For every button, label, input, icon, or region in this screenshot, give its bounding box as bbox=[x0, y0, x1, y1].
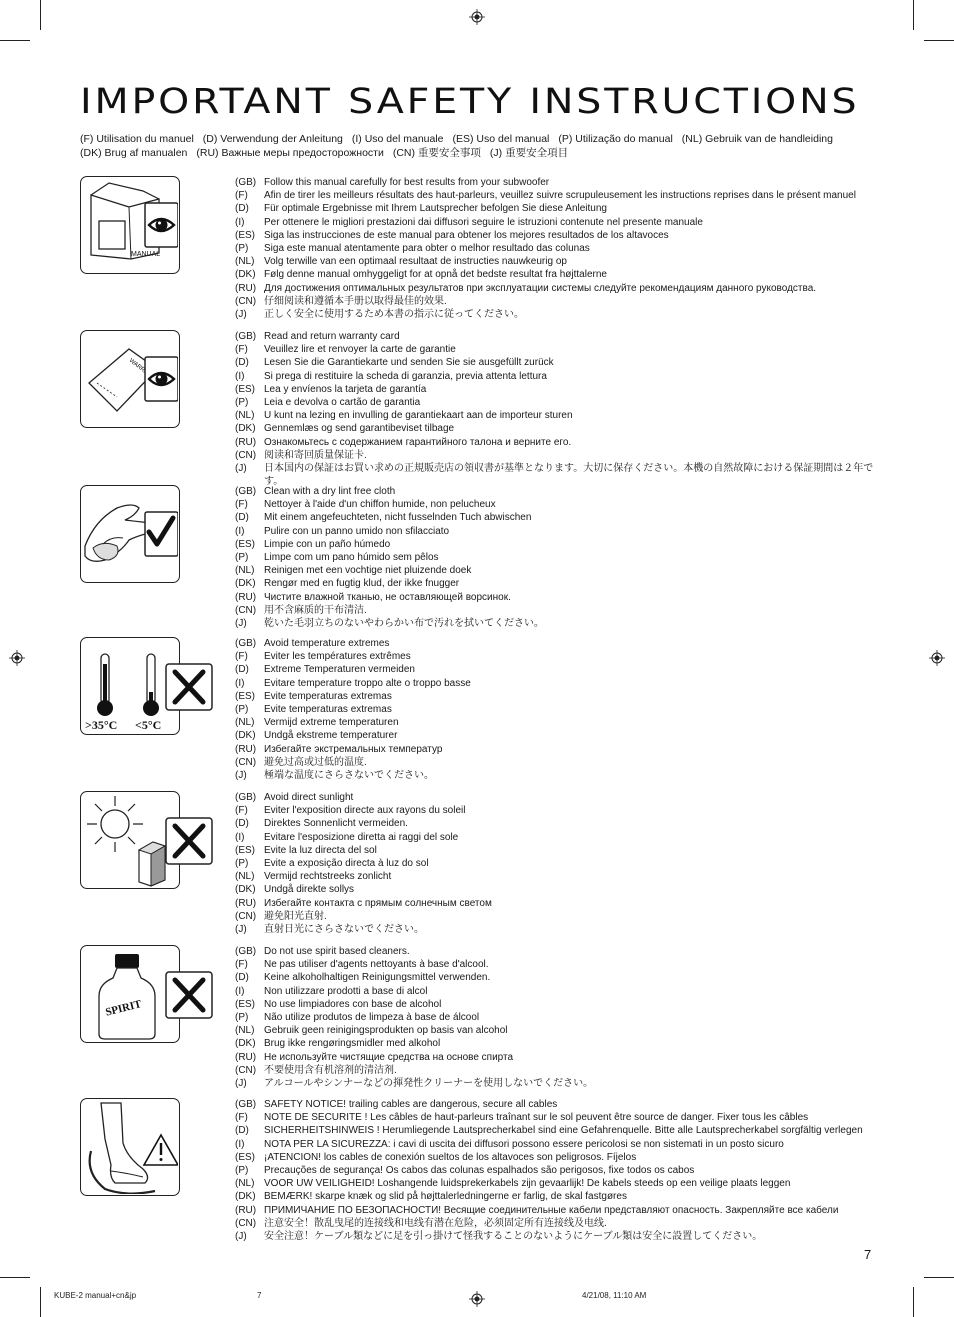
instruction-text: Undgå ekstreme temperaturer bbox=[264, 730, 398, 742]
language-code: (CN) bbox=[235, 910, 257, 922]
language-code: (F) bbox=[235, 499, 248, 511]
instruction-line bbox=[235, 229, 880, 242]
language-code: (ES) bbox=[235, 229, 255, 241]
instruction-line bbox=[235, 637, 880, 650]
language-code: (GB) bbox=[235, 331, 257, 342]
language-code: (RU) bbox=[235, 1051, 257, 1063]
language-code: (DK) bbox=[235, 730, 256, 742]
language-code: (CN) bbox=[235, 756, 257, 768]
language-label: (D) Verwendung der Anleitung bbox=[202, 133, 343, 145]
instruction-line bbox=[235, 1111, 880, 1124]
instruction-text: Lea y envíenos la tarjeta de garantía bbox=[264, 383, 427, 395]
warranty-label: WARRANTY bbox=[127, 357, 159, 384]
language-code: (ES) bbox=[235, 538, 255, 550]
instruction-text: 注意安全！散乱曳尾的连接线和电线有潜在危险，必须固定所有连接线及电线. bbox=[264, 1217, 607, 1229]
instruction-line bbox=[235, 1064, 880, 1077]
instruction-text: Evitare l'esposizione diretta ai raggi del sole bbox=[264, 831, 459, 843]
language-code: (I) bbox=[235, 1138, 245, 1150]
instruction-text: Lesen Sie die Garantiekarte und senden Sie sie ausgefüllt zurück bbox=[264, 357, 554, 369]
instruction-text: Für optimale Ergebnisse mit Ihrem Lautsprecher befolgen Sie diese Anleitung bbox=[264, 203, 607, 215]
crop-mark bbox=[0, 1277, 30, 1278]
instruction-text: Evitare temperature troppo alte o troppo basse bbox=[264, 677, 471, 689]
instruction-line bbox=[235, 1217, 880, 1230]
instruction-text: 避免阳光直射. bbox=[264, 910, 327, 922]
instruction-line bbox=[235, 617, 880, 630]
language-code: (RU) bbox=[235, 282, 257, 294]
instruction-text: Follow this manual carefully for best results from your subwoofer bbox=[264, 177, 550, 188]
warranty-card-icon bbox=[80, 330, 180, 428]
instruction-text: Gennemlæs og send garantibeviset tilbage bbox=[264, 423, 455, 435]
instruction-line bbox=[235, 1151, 880, 1164]
instruction-line bbox=[235, 409, 880, 422]
language-label: (RU) Важные меры предосторожности bbox=[196, 146, 384, 159]
language-code: (GB) bbox=[235, 1099, 257, 1110]
instruction-text: Limpie con un paño húmedo bbox=[264, 538, 391, 550]
instruction-text: 日本国内の保証はお買い求めの正規販売店の領収書が基準となります。大切に保存ください。本機の自然故障における保証期間は２年です。 bbox=[264, 463, 874, 488]
instruction-text: Precauções de segurança! Os cabos das colunas espalhados são perigosos, fixe todos os cabos bbox=[264, 1165, 695, 1177]
language-code: (F) bbox=[235, 959, 248, 971]
language-code: (D) bbox=[235, 818, 249, 830]
hot-temperature-label: >35°C bbox=[85, 718, 118, 732]
instruction-text: Mit einem angefeuchteten, nicht fusselnden Tuch abwischen bbox=[264, 512, 532, 524]
instruction-text: 乾いた毛羽立ちのないやわらかい布で汚れを拭いてください。 bbox=[264, 618, 544, 630]
instruction-text: Veuillez lire et renvoyer la carte de garantie bbox=[264, 344, 456, 356]
instruction-text: Extreme Temperaturen vermeiden bbox=[264, 664, 415, 676]
instruction-text: Brug ikke rengøringsmidler med alkohol bbox=[264, 1038, 441, 1050]
instruction-text: Vermijd extreme temperaturen bbox=[264, 717, 399, 729]
instruction-line bbox=[235, 1177, 880, 1190]
instruction-line bbox=[235, 971, 880, 984]
instruction-line bbox=[235, 1138, 880, 1151]
instruction-line bbox=[235, 255, 880, 268]
language-label: (NL) Gebruik van de handleiding bbox=[681, 133, 833, 145]
instruction-text: No use limpiadores con base de alcohol bbox=[264, 998, 442, 1010]
language-code: (J) bbox=[235, 309, 247, 321]
instruction-line bbox=[235, 242, 880, 255]
instruction-text: Evite temperaturas extremas bbox=[264, 690, 392, 702]
instruction-text: Leia e devolva o cartão de garantia bbox=[264, 397, 421, 409]
instruction-text: 避免过高或过低的温度. bbox=[264, 756, 367, 768]
instruction-text: 不要使用含有机溶剂的清洁剂. bbox=[264, 1064, 397, 1076]
registration-mark-icon bbox=[469, 1291, 485, 1307]
language-code: (CN) bbox=[235, 1064, 257, 1076]
instruction-text: Siga este manual atentamente para obter o melhor resultado das colunas bbox=[264, 243, 590, 255]
language-code: (RU) bbox=[235, 436, 257, 448]
language-label: (F) Utilisation du manuel bbox=[80, 133, 194, 145]
language-code: (GB) bbox=[235, 177, 257, 188]
language-code: (ES) bbox=[235, 690, 255, 702]
instruction-line bbox=[235, 883, 880, 896]
instruction-text: NOTE DE SECURITE ! Les câbles de haut-parleurs traînant sur le sol peuvent être source de danger. Fixer tous les câbles bbox=[264, 1112, 809, 1124]
instruction-line bbox=[235, 485, 880, 498]
instruction-text: 極端な温度にさらさないでください。 bbox=[264, 770, 434, 782]
instruction-text: Não utilize produtos de limpeza à base de álcool bbox=[264, 1012, 480, 1024]
instruction-text: Avoid direct sunlight bbox=[264, 792, 354, 803]
registration-mark-icon bbox=[929, 650, 945, 666]
instruction-line bbox=[235, 343, 880, 356]
prohibited-cross-icon bbox=[165, 971, 215, 1019]
instruction-text: ПРИМИЧАНИЕ ПО БЕЗОПАСНОСТИ! Весящие соединительные кабели представляют опасность. Закрепляйте все кабели bbox=[264, 1204, 839, 1216]
crop-mark bbox=[40, 1287, 41, 1317]
instruction-text: 安全注意！ケーブル類などに足を引っ掛けて怪我することのないようにケーブル類は安全に設置してください。 bbox=[264, 1231, 763, 1243]
instruction-line bbox=[235, 330, 880, 343]
instruction-text: 直射日光にさらさないでください。 bbox=[264, 924, 424, 936]
crop-mark bbox=[913, 0, 914, 30]
instruction-line bbox=[235, 769, 880, 782]
instruction-line bbox=[235, 308, 880, 321]
language-code: (P) bbox=[235, 1165, 249, 1177]
language-index bbox=[80, 133, 880, 160]
language-code: (D) bbox=[235, 512, 249, 524]
language-code: (RU) bbox=[235, 1204, 257, 1216]
language-code: (I) bbox=[235, 831, 245, 843]
crop-mark bbox=[0, 40, 30, 41]
language-code: (RU) bbox=[235, 743, 257, 755]
instruction-line bbox=[235, 1230, 880, 1243]
instruction-line bbox=[235, 1098, 880, 1111]
instruction-text: Чистите влажной тканью, не оставляющей ворсинок. bbox=[264, 591, 511, 603]
page-number: 7 bbox=[864, 1247, 872, 1262]
language-code: (J) bbox=[235, 1231, 247, 1243]
instruction-line bbox=[235, 564, 880, 577]
language-code: (NL) bbox=[235, 410, 255, 422]
language-code: (F) bbox=[235, 1112, 248, 1124]
instruction-line bbox=[235, 282, 880, 295]
instruction-line bbox=[235, 1204, 880, 1217]
instruction-line bbox=[235, 945, 880, 958]
language-code: (F) bbox=[235, 344, 248, 356]
instruction-line bbox=[235, 525, 880, 538]
language-code: (I) bbox=[235, 370, 245, 382]
language-code: (CN) bbox=[235, 604, 257, 616]
instruction-text: Ne pas utiliser d'agents nettoyants à base d'alcool. bbox=[264, 959, 489, 971]
footer-page: 7 bbox=[257, 1291, 262, 1300]
language-code: (I) bbox=[235, 216, 245, 228]
language-code: (DK) bbox=[235, 884, 256, 896]
instruction-line bbox=[235, 831, 880, 844]
instruction-line bbox=[235, 176, 880, 189]
instruction-line bbox=[235, 189, 880, 202]
language-code: (J) bbox=[235, 924, 247, 936]
footer-file-name: KUBE-2 manual+cn&jp bbox=[54, 1291, 137, 1300]
instruction-lines bbox=[235, 176, 880, 321]
instruction-line bbox=[235, 756, 880, 769]
instruction-text: Read and return warranty card bbox=[264, 331, 400, 342]
language-label: (DK) Brug af manualen bbox=[80, 146, 188, 159]
language-code: (I) bbox=[235, 525, 245, 537]
instruction-text: Evite temperaturas extremas bbox=[264, 704, 392, 716]
instruction-line bbox=[235, 538, 880, 551]
instruction-line bbox=[235, 791, 880, 804]
instruction-text: Afin de tirer les meilleurs résultats des haut-parleurs, veuillez suivre scrupuleusement les instructions reprises dans le présent manuel bbox=[264, 190, 856, 202]
instruction-line bbox=[235, 422, 880, 435]
instruction-line bbox=[235, 703, 880, 716]
language-code: (D) bbox=[235, 664, 249, 676]
language-label: (I) Uso del manuale bbox=[351, 133, 444, 145]
language-code: (J) bbox=[235, 463, 247, 475]
instruction-text: Nettoyer à l'aide d'un chiffon humide, non pelucheux bbox=[264, 499, 496, 511]
language-code: (J) bbox=[235, 1078, 247, 1090]
language-code: (NL) bbox=[235, 717, 255, 729]
language-code: (D) bbox=[235, 972, 249, 984]
language-code: (I) bbox=[235, 677, 245, 689]
language-code: (P) bbox=[235, 243, 249, 255]
instruction-text: NOTA PER LA SICUREZZA: i cavi di uscita dei diffusori possono essere pericolosi se non sistemati in un posto sicuro bbox=[264, 1138, 784, 1150]
instruction-text: Evite a exposição directa à luz do sol bbox=[264, 858, 429, 870]
instruction-line bbox=[235, 604, 880, 617]
instruction-text: Pulire con un panno umido non sfilacciato bbox=[264, 525, 450, 537]
instruction-line bbox=[235, 817, 880, 830]
language-code: (F) bbox=[235, 651, 248, 663]
instruction-line bbox=[235, 396, 880, 409]
instruction-text: Eviter l'exposition directe aux rayons du soleil bbox=[264, 805, 466, 817]
instruction-lines bbox=[235, 791, 880, 936]
instruction-line bbox=[235, 690, 880, 703]
instruction-line bbox=[235, 985, 880, 998]
manual-label: MANUAL bbox=[131, 251, 161, 258]
instruction-text: 仔细阅读和遵循本手册以取得最佳的效果. bbox=[264, 295, 447, 307]
language-code: (J) bbox=[235, 618, 247, 630]
crop-mark bbox=[913, 1287, 914, 1317]
language-code: (DK) bbox=[235, 423, 256, 435]
language-code: (D) bbox=[235, 1125, 249, 1137]
instruction-line bbox=[235, 1164, 880, 1177]
language-code: (ES) bbox=[235, 998, 255, 1010]
language-code: (ES) bbox=[235, 1151, 255, 1163]
instruction-line bbox=[235, 449, 880, 462]
instruction-line bbox=[235, 716, 880, 729]
footer-timestamp: 4/21/08, 11:10 AM bbox=[582, 1291, 647, 1300]
language-code: (GB) bbox=[235, 486, 257, 497]
instruction-text: U kunt na lezing en invulling de garantiekaart aan de importeur sturen bbox=[264, 410, 573, 422]
language-code: (DK) bbox=[235, 578, 256, 590]
crop-mark bbox=[924, 1277, 954, 1278]
instruction-line bbox=[235, 1037, 880, 1050]
language-code: (I) bbox=[235, 985, 245, 997]
instruction-text: Limpe com um pano húmido sem pêlos bbox=[264, 552, 439, 564]
instruction-text: Undgå direkte sollys bbox=[264, 884, 355, 896]
language-code: (NL) bbox=[235, 871, 255, 883]
crop-mark bbox=[40, 0, 41, 30]
registration-mark-icon bbox=[469, 9, 485, 25]
language-label: (ES) Uso del manual bbox=[452, 133, 550, 145]
instruction-line bbox=[235, 1051, 880, 1064]
instruction-text: Do not use spirit based cleaners. bbox=[264, 946, 410, 957]
language-code: (RU) bbox=[235, 591, 257, 603]
language-code: (ES) bbox=[235, 844, 255, 856]
language-code: (CN) bbox=[235, 295, 257, 307]
instruction-line bbox=[235, 511, 880, 524]
instruction-line bbox=[235, 743, 880, 756]
instruction-line bbox=[235, 910, 880, 923]
instruction-line bbox=[235, 677, 880, 690]
language-code: (P) bbox=[235, 704, 249, 716]
language-label: (CN) 重要安全事项 bbox=[392, 146, 481, 159]
instruction-line bbox=[235, 498, 880, 511]
language-code: (DK) bbox=[235, 269, 256, 281]
instruction-text: Direktes Sonnenlicht vermeiden. bbox=[264, 818, 408, 830]
instruction-text: Avoid temperature extremes bbox=[264, 638, 390, 649]
instruction-lines bbox=[235, 637, 880, 782]
instruction-text: 用不含麻质的干布清洁. bbox=[264, 604, 367, 616]
instruction-text: VOOR UW VEILIGHEID! Loshangende luidsprekerkabels zijn gevaarlijk! De kabels steeds op een veilige plaats leggen bbox=[264, 1178, 791, 1190]
instruction-text: 阅读和寄回质量保证卡. bbox=[264, 449, 367, 461]
language-code: (NL) bbox=[235, 256, 255, 268]
instruction-line bbox=[235, 804, 880, 817]
instruction-text: Clean with a dry lint free cloth bbox=[264, 486, 396, 497]
language-code: (J) bbox=[235, 770, 247, 782]
prohibited-cross-icon bbox=[165, 663, 215, 711]
language-label: (J) 重要安全項目 bbox=[489, 146, 569, 159]
instruction-line bbox=[235, 577, 880, 590]
language-code: (DK) bbox=[235, 1191, 256, 1203]
language-code: (P) bbox=[235, 858, 249, 870]
language-code: (ES) bbox=[235, 383, 255, 395]
instruction-line bbox=[235, 436, 880, 449]
instruction-line bbox=[235, 1124, 880, 1137]
language-code: (F) bbox=[235, 805, 248, 817]
prohibited-cross-icon bbox=[165, 817, 215, 865]
instruction-line bbox=[235, 356, 880, 369]
instruction-text: 正しく安全に使用するため本書の指示に従ってください。 bbox=[264, 309, 524, 321]
language-code: (RU) bbox=[235, 897, 257, 909]
language-code: (P) bbox=[235, 1012, 249, 1024]
instruction-line bbox=[235, 923, 880, 936]
language-code: (GB) bbox=[235, 638, 257, 649]
instruction-line bbox=[235, 998, 880, 1011]
instruction-line bbox=[235, 551, 880, 564]
registration-mark-icon bbox=[9, 650, 25, 666]
instruction-line bbox=[235, 295, 880, 308]
instruction-line bbox=[235, 958, 880, 971]
instruction-text: Gebruik geen reinigingsprodukten op basis van alcohol bbox=[264, 1025, 508, 1037]
language-code: (GB) bbox=[235, 792, 257, 803]
instruction-text: Non utilizzare prodotti a base di alcol bbox=[264, 985, 428, 997]
language-row bbox=[80, 147, 880, 161]
language-row bbox=[80, 133, 880, 147]
language-code: (NL) bbox=[235, 1025, 255, 1037]
language-code: (NL) bbox=[235, 1178, 255, 1190]
instruction-text: Si prega di restituire la scheda di garanzia, previa attenta lettura bbox=[264, 370, 547, 382]
spirit-label: SPIRIT bbox=[104, 998, 143, 1019]
instruction-text: Reinigen met een vochtige niet pluizende doek bbox=[264, 565, 472, 577]
instruction-text: BEMÆRK! skarpe knæk og slid på højttalerledningerne er farlig, de skal fastgøres bbox=[264, 1191, 627, 1203]
instruction-text: Rengør med en fugtig klud, der ikke fnugger bbox=[264, 578, 460, 590]
crop-mark bbox=[924, 40, 954, 41]
page-title: IMPORTANT SAFETY INSTRUCTIONS bbox=[80, 82, 860, 122]
instruction-line bbox=[235, 202, 880, 215]
language-code: (D) bbox=[235, 203, 249, 215]
instruction-lines bbox=[235, 485, 880, 630]
instruction-lines bbox=[235, 330, 880, 488]
trailing-cable-icon bbox=[80, 1098, 180, 1196]
language-code: (P) bbox=[235, 397, 249, 409]
instruction-line bbox=[235, 857, 880, 870]
instruction-line bbox=[235, 591, 880, 604]
instruction-line bbox=[235, 650, 880, 663]
instruction-text: Ознакомьтесь с содержанием гарантийного талона и верните его. bbox=[264, 436, 572, 448]
instruction-text: ¡ATENCION! los cables de conexión sueltos de los altavoces son peligrosos. Fíjelos bbox=[264, 1151, 637, 1163]
instruction-text: Избегайте контакта с прямым солнечным светом bbox=[264, 897, 492, 909]
instruction-text: SAFETY NOTICE! trailing cables are dangerous, secure all cables bbox=[264, 1099, 558, 1110]
instruction-text: Evite la luz directa del sol bbox=[264, 844, 377, 856]
instruction-line bbox=[235, 1190, 880, 1203]
instruction-text: Keine alkoholhaltigen Reinigungsmittel verwenden. bbox=[264, 972, 491, 984]
instruction-line bbox=[235, 663, 880, 676]
language-label: (P) Utilização do manual bbox=[558, 133, 673, 145]
instruction-text: アルコールやシンナーなどの揮発性クリーナーを使用しないでください。 bbox=[264, 1078, 594, 1090]
language-code: (P) bbox=[235, 552, 249, 564]
language-code: (DK) bbox=[235, 1038, 256, 1050]
instruction-text: Для достижения оптимальных результатов при эксплуатации системы следуйте рекомендациям данного руководства. bbox=[264, 282, 817, 294]
instruction-line bbox=[235, 1024, 880, 1037]
instruction-line bbox=[235, 1011, 880, 1024]
language-code: (CN) bbox=[235, 1217, 257, 1229]
cloth-cleaning-icon bbox=[80, 485, 180, 583]
language-code: (NL) bbox=[235, 565, 255, 577]
instruction-line bbox=[235, 370, 880, 383]
instruction-line bbox=[235, 383, 880, 396]
instruction-text: Volg terwille van een optimaal resultaat de instructies nauwkeurig op bbox=[264, 256, 567, 268]
instruction-line bbox=[235, 844, 880, 857]
language-code: (CN) bbox=[235, 449, 257, 461]
cold-temperature-label: <5°C bbox=[135, 718, 162, 732]
instruction-text: Избегайте экстремальных температур bbox=[264, 743, 443, 755]
instruction-text: Siga las instrucciones de este manual para obtener los mejores resultados de los altavoces bbox=[264, 229, 669, 241]
instruction-line bbox=[235, 870, 880, 883]
instruction-line bbox=[235, 897, 880, 910]
language-code: (GB) bbox=[235, 946, 257, 957]
instruction-line bbox=[235, 268, 880, 281]
instruction-lines bbox=[235, 1098, 880, 1243]
instruction-text: Не используйте чистящие средства на основе спирта bbox=[264, 1051, 514, 1063]
language-code: (F) bbox=[235, 190, 248, 202]
instruction-text: Vermijd rechtstreeks zonlicht bbox=[264, 871, 392, 883]
instruction-text: SICHERHEITSHINWEIS ! Herumliegende Lautsprecherkabel sind eine Gefahrenquelle. Bitte alle Lautsprecherkabel sorgfältig verlegen bbox=[264, 1125, 863, 1137]
language-code: (D) bbox=[235, 357, 249, 369]
instruction-text: Per ottenere le migliori prestazioni dai diffusori seguire le istruzioni contenute nel presente manuale bbox=[264, 216, 703, 228]
instruction-text: Eviter les températures extrêmes bbox=[264, 651, 411, 663]
instruction-line bbox=[235, 729, 880, 742]
instruction-text: Følg denne manual omhyggeligt for at opnå det bedste resultat fra højttalerne bbox=[264, 269, 607, 281]
instruction-lines bbox=[235, 945, 880, 1090]
instruction-line bbox=[235, 216, 880, 229]
instruction-line bbox=[235, 1077, 880, 1090]
read-manual-icon bbox=[80, 176, 180, 274]
